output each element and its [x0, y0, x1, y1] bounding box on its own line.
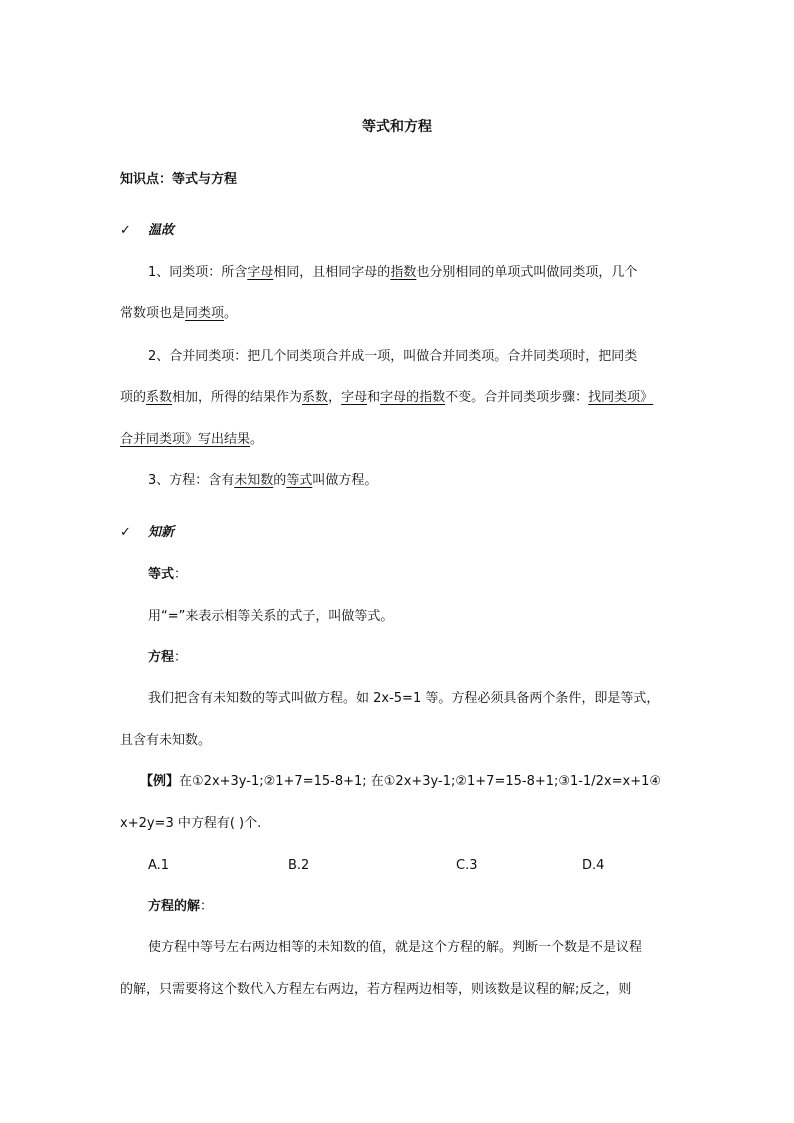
review-item-1-continued: 常数项也是同类项。 [120, 306, 238, 321]
option-b: B.2 [288, 858, 310, 873]
key-term: 同类项 [185, 306, 225, 321]
review-item-1: 1、同类项：所含字母相同，且相同字母的指数也分别相同的单项式叫做同类项，几个 [148, 265, 638, 280]
key-term: 等式 [286, 473, 313, 488]
key-term: 字母 [247, 265, 274, 280]
review-item-2-continued: 项的系数相加，所得的结果作为系数，字母和字母的指数不变。合并同类项步骤：找同类项》 [120, 390, 654, 405]
example-question: 【例】在①2x+3y-1;②1+7=15-8+1; 在①2x+3y-1;②1+7=15-8+1;③1-1/2x=x+1④ [140, 774, 662, 789]
option-c: C.3 [456, 858, 478, 873]
fangcheng-definition: 我们把含有未知数的等式叫做方程。如 2x-5=1 等。方程必须具备两个条件，即是等式， [148, 691, 660, 706]
check-mark-icon: ✓ [120, 525, 131, 540]
solution-heading: 方程的解： [148, 899, 214, 914]
review-heading-text: 温故 [148, 223, 175, 238]
key-term: 未知数 [234, 473, 274, 488]
review-item-2: 2、合并同类项：把几个同类项合并成一项，叫做合并同类项。合并同类项时，把同类 [148, 349, 638, 364]
fangcheng-definition-continued: 且含有未知数。 [120, 733, 212, 748]
example-label: 【例】 [140, 774, 180, 789]
new-knowledge-heading-text: 知新 [148, 525, 175, 540]
review-item-3: 3、方程：含有未知数的等式叫做方程。 [148, 473, 378, 488]
key-term: 系数 [302, 390, 329, 405]
key-term: 写出结果 [198, 432, 251, 447]
key-term: 指数 [390, 265, 417, 280]
equation-heading: 等式： [148, 567, 188, 582]
option-a: A.1 [148, 858, 170, 873]
solution-definition: 使方程中等号左右两边相等的未知数的值，就是这个方程的解。判断一个数是不是议程 [148, 940, 643, 955]
equation-definition: 用“=”来表示相等关系的式子，叫做等式。 [148, 609, 394, 624]
check-mark-icon: ✓ [120, 223, 131, 238]
example-question-continued: x+2y=3 中方程有( )个. [120, 816, 262, 831]
review-item-2-continued-2: 合并同类项》写出结果。 [120, 432, 264, 447]
page-title: 等式和方程 [362, 119, 432, 135]
knowledge-point-heading: 知识点：等式与方程 [120, 172, 238, 187]
key-term: 字母 [341, 390, 368, 405]
solution-definition-continued: 的解，只需要将这个数代入方程左右两边，若方程两边相等，则该数是议程的解;反之，则 [120, 982, 632, 997]
new-knowledge-section-heading [120, 524, 174, 542]
key-term: 找同类项》 [588, 390, 654, 405]
key-term: 字母的指数 [380, 390, 446, 405]
option-d: D.4 [582, 858, 605, 873]
fangcheng-heading: 方程： [148, 650, 188, 665]
key-term: 合并同类项》 [120, 432, 199, 447]
key-term: 系数 [146, 390, 173, 405]
review-section-heading [120, 222, 174, 240]
